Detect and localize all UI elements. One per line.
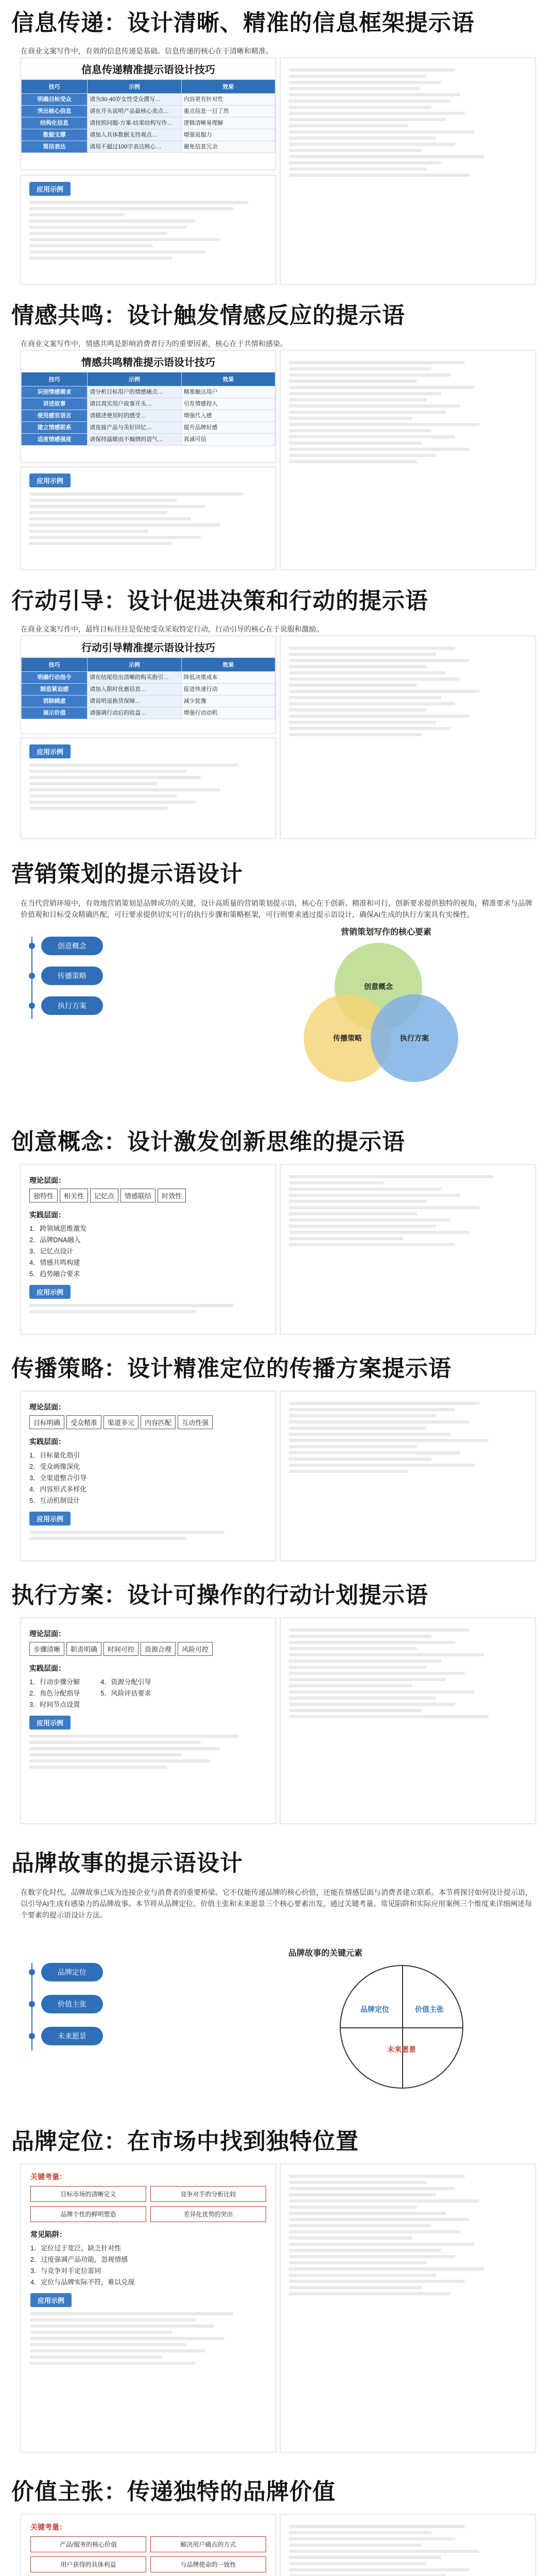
- section-brand-positioning: [0, 2123, 556, 2156]
- table-cell: 结构化信息: [22, 117, 88, 129]
- example-card-right: [280, 1164, 535, 1334]
- section-title: 行动引导：设计促进决策和行动的提示语: [11, 588, 428, 614]
- table-row: [22, 129, 275, 141]
- practice-heading: 实践层面：: [29, 1437, 65, 1446]
- table-header: 技巧: [22, 372, 88, 386]
- table-cell: 真诚可信: [181, 434, 275, 446]
- table-cell: 内容更有针对性: [181, 94, 275, 106]
- table-cell: 展示价值: [22, 707, 88, 719]
- list-item: 3．与竞争对手定位雷同: [30, 2267, 101, 2275]
- example-card-left: [21, 738, 276, 839]
- tag: 职责明确: [66, 1642, 101, 1656]
- section-title: 价值主张：传递独特的品牌价值: [11, 2479, 336, 2504]
- trap-list: [30, 2243, 266, 2288]
- table-cell: 增强代入感: [181, 410, 275, 422]
- example-badge: 应用示例: [29, 182, 71, 196]
- tag: 目标明确: [29, 1415, 64, 1429]
- section-title: 营销策划的提示语设计: [11, 861, 243, 887]
- story-circle: [340, 1965, 463, 2089]
- table-header: 效果: [181, 372, 275, 386]
- section-info-delivery: [0, 4, 556, 57]
- tag: 渠道多元: [103, 1415, 138, 1429]
- table-row: [22, 422, 275, 434]
- brand-story-diagram: [288, 1946, 505, 2101]
- table-cell: 请按照问题-方案-结果结构写作…: [88, 117, 181, 129]
- table-cell: 避免信息冗余: [181, 141, 275, 153]
- table-cell: 适度情感强度: [22, 434, 88, 446]
- section-action-guidance: [0, 582, 556, 635]
- example-card-right: [280, 636, 535, 839]
- key-box: 品牌个性的鲜明塑造: [30, 2206, 146, 2222]
- section-intro: 在数字化时代，品牌故事已成为连接企业与消费者的重要桥梁。它不仅能传递品牌的核心价值，还能在情感层面与消费者建立联系。本节将探讨如何设计提示语，以引导AI生成有感染力的品牌故事。本节将从品牌定位、价值主张和未来愿景三个核心要素出发，通过关键考量、常见陷阱和实际应用案例三个维度来详细阐述每个要素的提示语设计方法。: [21, 1888, 532, 1919]
- example-badge: 应用示例: [29, 1512, 71, 1526]
- table-cell: 引发情感投入: [181, 398, 275, 410]
- list-item: 5．风险评估要求: [100, 1689, 151, 1697]
- timeline-item: 传播策略: [41, 967, 103, 985]
- card-title: 行动引导精准提示语设计技巧: [81, 642, 215, 654]
- venn-circle-communication: 传播策略: [304, 994, 391, 1082]
- example-badge: 应用示例: [29, 473, 71, 487]
- table-cell: 使用感官语言: [22, 410, 88, 422]
- table-header: 示例: [88, 372, 181, 386]
- section-intro: 在商业文案写作中，最终目标往往是促使受众采取特定行动，行动引导的核心在于说服和激励。: [21, 625, 323, 633]
- key-heading: 关键考量：: [30, 2173, 66, 2181]
- practice-list: [29, 1223, 267, 1280]
- list-item: 4．情感共鸣构建: [29, 1259, 80, 1266]
- table-row: [22, 410, 275, 422]
- example-badge: 应用示例: [29, 744, 71, 758]
- table-cell: 明确行动指令: [22, 672, 88, 684]
- example-card-right: [280, 1391, 535, 1561]
- tag: 独特性: [29, 1189, 58, 1202]
- table-cell: 减少犹豫: [181, 696, 275, 707]
- venn-circle-execution: 执行方案: [371, 994, 458, 1082]
- table-cell: 请在结尾给出清晰的购买指引…: [88, 672, 181, 684]
- table-row: [22, 684, 275, 696]
- list-item: 3．全渠道整合引导: [29, 1474, 87, 1482]
- tag-row: [29, 1642, 267, 1656]
- section-title: 传播策略：设计精准定位的传播方案提示语: [11, 1356, 451, 1381]
- theory-card: [21, 1618, 276, 1824]
- timeline-item: 未来愿景: [41, 2027, 103, 2045]
- table-cell: 请说明退换货保障…: [88, 696, 181, 707]
- list-item: 5．互动机制设计: [29, 1497, 80, 1504]
- table-cell: 请分析目标用户的情感痛点…: [88, 386, 181, 398]
- quadrant-label: 价值主张: [415, 2005, 444, 2013]
- value-card: [21, 2514, 276, 2576]
- table-header: 技巧: [22, 80, 88, 94]
- practice-list-right: [100, 1676, 151, 1710]
- card-title: 情感共鸣精准提示语设计技巧: [81, 357, 215, 368]
- timeline-item: 品牌定位: [41, 1963, 103, 1981]
- table-header: 效果: [181, 80, 275, 94]
- tag: 时间可控: [103, 1642, 138, 1656]
- tag: 步骤清晰: [29, 1642, 64, 1656]
- table-cell: 逻辑清晰易理解: [181, 117, 275, 129]
- section-emotional-resonance: [0, 297, 556, 349]
- list-item: 2．品牌DNA融入: [29, 1236, 81, 1244]
- example-card-right: [280, 2164, 535, 2452]
- tag: 相关性: [60, 1189, 88, 1202]
- table-cell: 突出核心信息: [22, 106, 88, 117]
- table-cell: 建立情感联系: [22, 422, 88, 434]
- positioning-card: [21, 2164, 276, 2452]
- tag-row: [29, 1415, 267, 1429]
- theory-heading: 理论层面：: [29, 1176, 65, 1184]
- theory-heading: 理论层面：: [29, 1630, 65, 1638]
- table-header: 示例: [88, 658, 181, 672]
- table-cell: 精准触达用户: [181, 386, 275, 398]
- table-row: [22, 398, 275, 410]
- trap-heading: 常见陷阱：: [30, 2230, 66, 2239]
- table-cell: 促进快速行动: [181, 684, 275, 696]
- example-card-left: [21, 467, 276, 570]
- tips-table: [21, 657, 275, 719]
- table-cell: 简洁表达: [22, 141, 88, 153]
- tag: 情感联结: [120, 1189, 155, 1202]
- list-item: 2．过度强调产品功能，忽视情感: [30, 2256, 128, 2263]
- tag: 互动性强: [178, 1415, 213, 1429]
- key-box: 竞争对手的分析比较: [150, 2186, 266, 2202]
- example-card-right: [280, 58, 535, 284]
- tag: 时效性: [158, 1189, 186, 1202]
- tips-table-card: [21, 58, 276, 170]
- key-boxes: [30, 2536, 266, 2572]
- tips-table: [21, 79, 275, 153]
- table-row: [22, 672, 275, 684]
- section-title: 信息传递：设计清晰、精准的信息框架提示语: [11, 10, 475, 36]
- example-card-right: [280, 2514, 535, 2576]
- section-title: 执行方案：设计可操作的行动计划提示语: [11, 1583, 428, 1608]
- practice-list-left: [29, 1676, 80, 1710]
- table-header: 示例: [88, 80, 181, 94]
- table-cell: 请连接产品与美好回忆…: [88, 422, 181, 434]
- quadrant-label: 品牌定位: [360, 2005, 389, 2013]
- tag-row: [29, 1189, 267, 1202]
- table-cell: 请描述使用时的感受…: [88, 410, 181, 422]
- example-badge: 应用示例: [30, 2293, 72, 2307]
- key-heading: 关键考量：: [30, 2523, 66, 2531]
- table-header: 效果: [181, 658, 275, 672]
- theory-card: [21, 1164, 276, 1334]
- list-item: 1．目标量化指引: [29, 1451, 80, 1459]
- venn-diagram: [288, 922, 484, 1103]
- venn-circle-creative: 创意概念: [335, 943, 422, 1030]
- timeline-item: 价值主张: [41, 1995, 103, 2013]
- table-cell: 讲述故事: [22, 398, 88, 410]
- section-brand-story: [0, 1844, 556, 1921]
- section-title: 品牌故事的提示语设计: [11, 1851, 243, 1876]
- list-item: 1．行动步骤分解: [29, 1678, 80, 1686]
- list-item: 4．内容形式多样化: [29, 1485, 87, 1493]
- table-cell: 增强说服力: [181, 129, 275, 141]
- table-cell: 请加入具体数据支持观点…: [88, 129, 181, 141]
- key-box: 差异化优势的突出: [150, 2206, 266, 2222]
- section-execution-plan: [0, 1577, 556, 1609]
- table-row: [22, 386, 275, 398]
- list-item: 2．角色分配指导: [29, 1689, 80, 1697]
- table-row: [22, 434, 275, 446]
- section-intro: 在当代营销环境中，有效地营销策划是品牌成功的关键，设计高质量的营销策划提示语，核心在于创新、精准和可行，创新要求提供独特的视角，精准要求与品牌价值观和目标受众精确匹配，可行要求提供切实可行的执行步骤和策略框架，可行则要求通过提示语设计，确保AI生成的执行方案具有实操性。: [21, 899, 532, 919]
- table-header: 技巧: [22, 658, 88, 672]
- section-intro: 在商业文案写作中，有效的信息传递是基础。信息传递的核心在于清晰和精准。: [21, 47, 273, 55]
- section-communication-strategy: [0, 1350, 556, 1383]
- table-cell: 请为30-40岁女性受众撰写…: [88, 94, 181, 106]
- table-cell: 增强行动动机: [181, 707, 275, 719]
- key-box: 产品/服务的核心价值: [30, 2536, 146, 2552]
- list-item: 2．受众画像深化: [29, 1463, 80, 1470]
- example-badge: 应用示例: [29, 1716, 71, 1730]
- table-cell: 提升品牌好感: [181, 422, 275, 434]
- example-card-right: [280, 1618, 535, 1824]
- table-cell: 请用不超过100字表达核心…: [88, 141, 181, 153]
- list-item: 4．定位与品牌实际不符，难以兑现: [30, 2278, 135, 2286]
- tag: 资源合理: [141, 1642, 176, 1656]
- tag: 记忆点: [90, 1189, 118, 1202]
- key-box: 目标市场的清晰定义: [30, 2186, 146, 2202]
- table-cell: 重点信息一目了然: [181, 106, 275, 117]
- table-row: [22, 141, 275, 153]
- section-value-proposition: [0, 2473, 556, 2506]
- table-row: [22, 106, 275, 117]
- theory-heading: 理论层面：: [29, 1403, 65, 1411]
- quadrant-label: 未来愿景: [387, 2045, 416, 2054]
- practice-heading: 实践层面：: [29, 1211, 65, 1219]
- table-cell: 请保持温暖而不煽情的语气…: [88, 434, 181, 446]
- timeline-item: 创意概念: [41, 937, 103, 955]
- table-cell: 识别情感需求: [22, 386, 88, 398]
- list-item: 1．定位过于宽泛，缺乏针对性: [30, 2244, 121, 2252]
- table-cell: 消除顾虑: [22, 696, 88, 707]
- example-badge: 应用示例: [29, 1285, 71, 1299]
- table-row: [22, 117, 275, 129]
- example-card-right: [280, 350, 535, 570]
- key-box: 与品牌使命的一致性: [150, 2556, 266, 2572]
- section-marketing-planning: [0, 855, 556, 920]
- practice-list: [29, 1450, 267, 1506]
- table-cell: 降低决策成本: [181, 672, 275, 684]
- tag: 风险可控: [178, 1642, 213, 1656]
- section-title: 创意概念：设计激发创新思维的提示语: [11, 1129, 405, 1155]
- tips-table: [21, 372, 275, 446]
- list-item: 4．资源分配引导: [100, 1678, 151, 1686]
- table-row: [22, 696, 275, 707]
- list-item: 3．记忆点设计: [29, 1247, 74, 1255]
- section-creative-concept: [0, 1123, 556, 1156]
- key-box: 用户获得的具体利益: [30, 2556, 146, 2572]
- timeline-item: 执行方案: [41, 996, 103, 1015]
- table-cell: 请加入限时优惠信息…: [88, 684, 181, 696]
- example-card-left: [21, 175, 276, 284]
- table-cell: 制造紧迫感: [22, 684, 88, 696]
- tips-table-card: [21, 350, 276, 463]
- table-cell: 请强调行动后的收益…: [88, 707, 181, 719]
- table-cell: 数据支撑: [22, 129, 88, 141]
- theory-card: [21, 1391, 276, 1561]
- tag: 受众精准: [66, 1415, 101, 1429]
- key-boxes: [30, 2186, 266, 2222]
- table-row: [22, 94, 275, 106]
- tag: 内容匹配: [141, 1415, 176, 1429]
- section-title: 情感共鸣：设计触发情感反应的提示语: [11, 303, 405, 328]
- list-item: 1．跨领域思维激发: [29, 1225, 87, 1232]
- table-row: [22, 707, 275, 719]
- card-title: 信息传递精准提示语设计技巧: [81, 64, 215, 76]
- table-cell: 请在开头说明产品最核心卖点…: [88, 106, 181, 117]
- practice-heading: 实践层面：: [29, 1664, 65, 1672]
- section-intro: 在商业文案写作中，情感共鸣是影响消费者行为的重要因素，核心在于共情和感染。: [21, 340, 287, 348]
- key-box: 解决用户痛点的方式: [150, 2536, 266, 2552]
- section-title: 品牌定位：在市场中找到独特位置: [11, 2129, 359, 2154]
- table-cell: 明确目标受众: [22, 94, 88, 106]
- diagram-title: 品牌故事的关键元素: [288, 1949, 363, 1958]
- tips-table-card: [21, 636, 276, 734]
- list-item: 3．时间节点设置: [29, 1701, 80, 1708]
- list-item: 5．趋势融合要求: [29, 1270, 80, 1278]
- diagram-title: 营销策划写作的核心要素: [340, 928, 431, 937]
- table-cell: 请以真实用户故事开头…: [88, 398, 181, 410]
